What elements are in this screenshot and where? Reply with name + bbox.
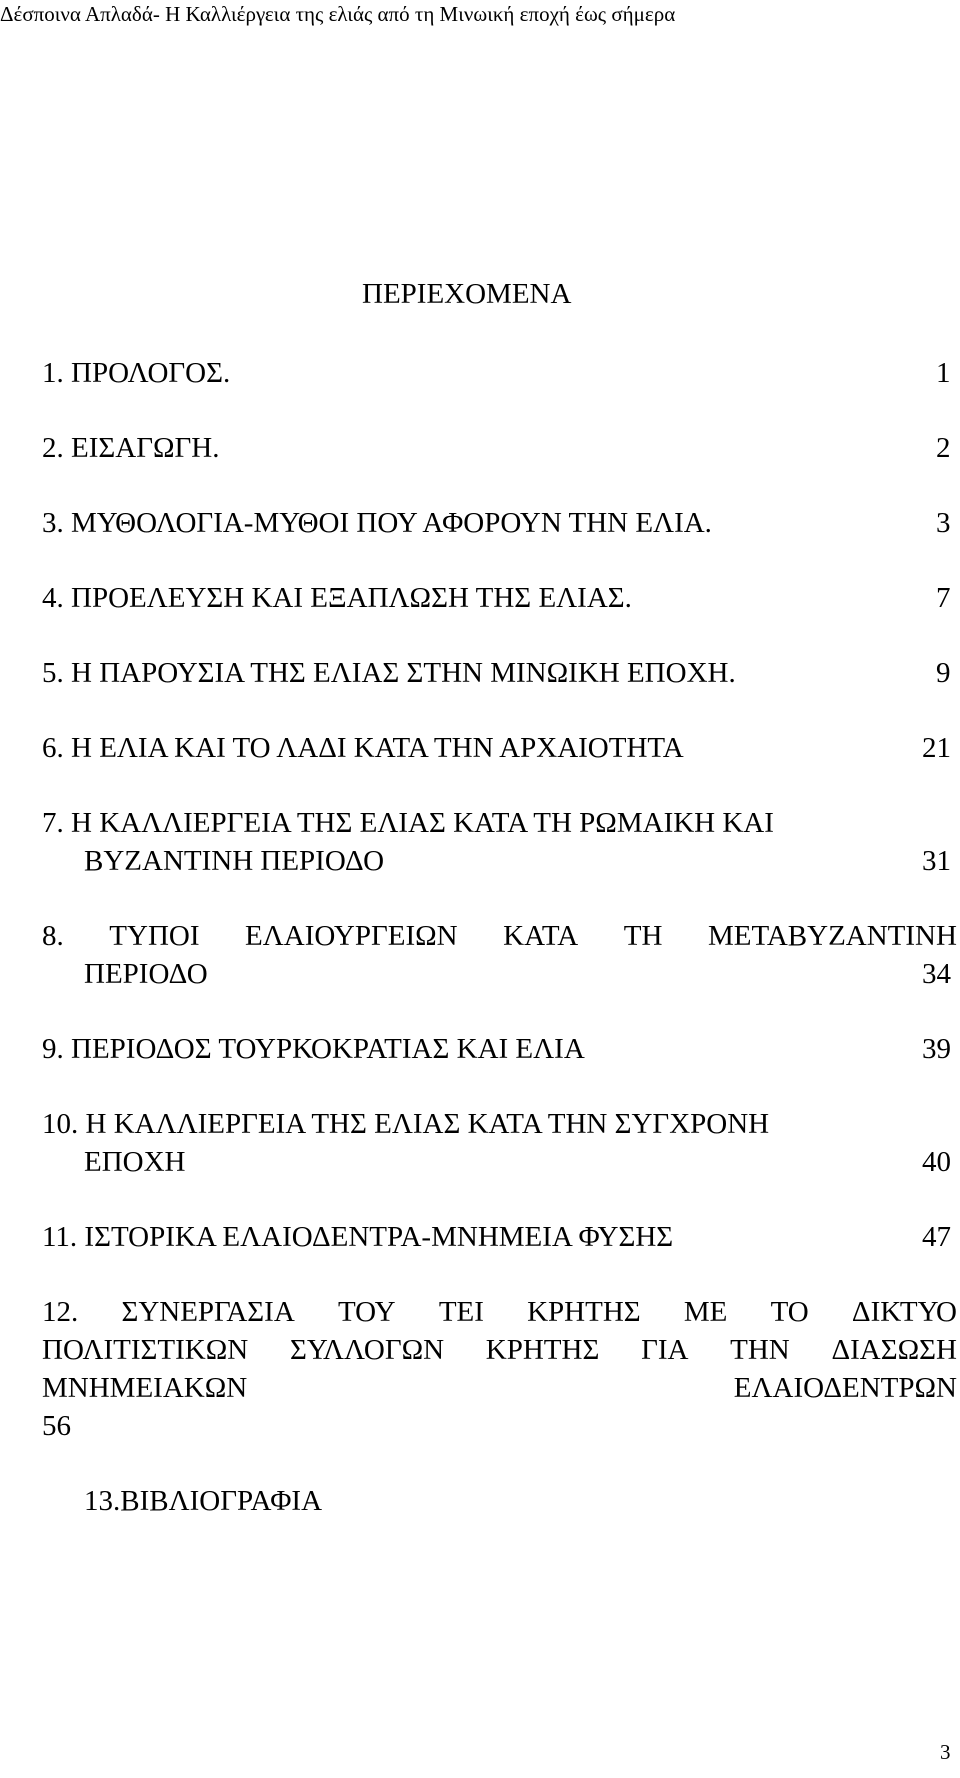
toc-entry-12-line1 <box>42 1293 957 1331</box>
toc-entry-12-line3 <box>42 1369 957 1407</box>
toc-page-1: 1 <box>936 357 951 389</box>
toc-entry-10-line1: 10. Η ΚΑΛΛΙΕΡΓΕΙΑ ΤΗΣ ΕΛΙΑΣ ΚΑΤΑ ΤΗΝ ΣΥΓΧΡΟΝΗ <box>42 1108 770 1140</box>
toc-entry-8-word: ΕΛΑΙΟΥΡΓΕΙΩΝ <box>245 920 458 952</box>
toc-entry-7-line1: 7. Η ΚΑΛΛΙΕΡΓΕΙΑ ΤΗΣ ΕΛΙΑΣ ΚΑΤΑ ΤΗ ΡΩΜΑΙΚΗ ΚΑΙ <box>42 807 774 839</box>
toc-entry-5: 5. Η ΠΑΡΟΥΣΙΑ ΤΗΣ ΕΛΙΑΣ ΣΤΗΝ ΜΙΝΩΙΚΗ ΕΠΟΧΗ. <box>42 657 736 689</box>
toc-entry-12-word: ΜΕ <box>683 1296 728 1328</box>
toc-page-3: 3 <box>936 507 951 539</box>
toc-entry-12-word: ΤΕΙ <box>438 1296 484 1328</box>
toc-entry-12-word: ΤΟΥ <box>337 1296 396 1328</box>
toc-entry-12-word: ΣΥΛΛΟΓΩΝ <box>289 1334 445 1366</box>
toc-entry-8-word: ΜΕΤΑΒΥΖΑΝΤΙΝΗ <box>707 920 957 952</box>
toc-entry-12-word: ΠΟΛΙΤΙΣΤΙΚΩΝ <box>42 1334 249 1366</box>
toc-entry-13: 13.ΒΙΒΛΙΟΓΡΑΦΙΑ <box>84 1485 323 1517</box>
toc-entry-12-word: ΓΙΑ <box>641 1334 689 1366</box>
running-header: Δέσποινα Απλαδά- Η Καλλιέργεια της ελιάς από τη Μινωική εποχή έως σήμερα <box>0 2 676 26</box>
toc-entry-12-word: ΔΙΑΣΩΣΗ <box>831 1334 957 1366</box>
toc-page-10: 40 <box>922 1146 951 1178</box>
toc-entry-7-line2: ΒΥΖΑΝΤΙΝΗ ΠΕΡΙΟΔΟ <box>84 845 385 877</box>
toc-entry-12-word: ΤΗΝ <box>730 1334 790 1366</box>
toc-page-4: 7 <box>936 582 951 614</box>
toc-entry-9: 9. ΠΕΡΙΟΔΟΣ ΤΟΥΡΚΟΚΡΑΤΙΑΣ ΚΑΙ ΕΛΙΑ <box>42 1033 585 1065</box>
toc-entry-3: 3. ΜΥΘΟΛΟΓΙΑ-ΜΥΘΟΙ ΠΟΥ ΑΦΟΡΟΥΝ ΤΗΝ ΕΛΙΑ. <box>42 507 712 539</box>
toc-entry-12-word: ΤΟ <box>770 1296 809 1328</box>
toc-entry-8-word: 8. <box>42 920 64 952</box>
toc-entry-11: 11. ΙΣΤΟΡΙΚΑ ΕΛΑΙΟΔΕΝΤΡΑ-ΜΝΗΜΕΙΑ ΦΥΣΗΣ <box>42 1221 674 1253</box>
toc-page-12: 56 <box>42 1410 71 1442</box>
toc-page-9: 39 <box>922 1033 951 1065</box>
toc-entry-12-word: 12. <box>42 1296 79 1328</box>
toc-page-7: 31 <box>922 845 951 877</box>
toc-entry-4: 4. ΠΡΟΕΛΕΥΣΗ ΚΑΙ ΕΞΑΠΛΩΣΗ ΤΗΣ ΕΛΙΑΣ. <box>42 582 632 614</box>
toc-entry-8-line2: ΠΕΡΙΟΔΟ <box>84 958 208 990</box>
toc-entry-6: 6. Η ΕΛΙΑ ΚΑΙ ΤΟ ΛΑΔΙ ΚΑΤΑ ΤΗΝ ΑΡΧΑΙΟΤΗΤΑ <box>42 732 684 764</box>
toc-page-11: 47 <box>922 1221 951 1253</box>
toc-entry-12-word: ΔΙΚΤΥΟ <box>851 1296 957 1328</box>
toc-entry-8-word: ΤΥΠΟΙ <box>109 920 200 952</box>
toc-entry-12-word: ΚΡΗΤΗΣ <box>485 1334 600 1366</box>
toc-entry-12-word: ΣΥΝΕΡΓΑΣΙΑ <box>121 1296 295 1328</box>
toc-page-6: 21 <box>922 732 951 764</box>
toc-entry-8-word: ΤΗ <box>623 920 663 952</box>
toc-page-5: 9 <box>936 657 951 689</box>
toc-page-8: 34 <box>922 958 951 990</box>
toc-entry-12-word: ΕΛΑΙΟΔΕΝΤΡΩΝ <box>733 1372 957 1404</box>
toc-entry-2: 2. ΕΙΣΑΓΩΓΗ. <box>42 432 220 464</box>
toc-entry-12-line2 <box>42 1331 957 1369</box>
toc-entry-8-line1 <box>42 917 957 955</box>
toc-entry-12-word: ΚΡΗΤΗΣ <box>527 1296 641 1328</box>
toc-entry-10-line2: ΕΠΟΧΗ <box>84 1146 186 1178</box>
page-number: 3 <box>940 1740 951 1764</box>
toc-page-2: 2 <box>936 432 951 464</box>
toc-entry-8-word: ΚΑΤΑ <box>503 920 579 952</box>
toc-entry-12-word: ΜΝΗΜΕΙΑΚΩΝ <box>42 1372 248 1404</box>
toc-title: ΠΕΡΙΕΧΟΜΕΝΑ <box>362 278 572 310</box>
toc-entry-1: 1. ΠΡΟΛΟΓΟΣ. <box>42 357 231 389</box>
